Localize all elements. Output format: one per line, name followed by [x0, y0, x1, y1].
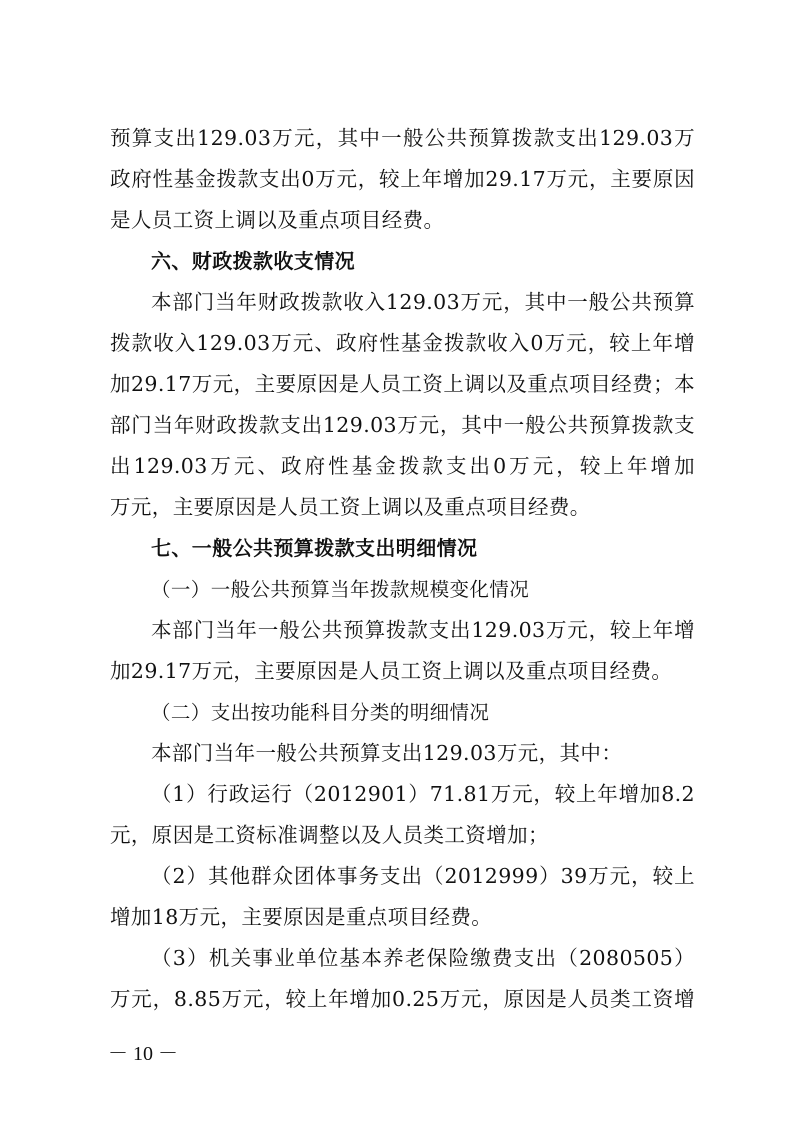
- paragraph-line: 本部门当年一般公共预算拨款支出129.03万元，较上年增: [151, 618, 695, 642]
- list-item-1-line: （1）行政运行（2012901）71.81万元，较上年增加8.2: [151, 782, 695, 806]
- paragraph-line: 部门当年财政拨款支出129.03万元，其中一般公共预算拨款支: [110, 413, 695, 437]
- paragraph-line: 加29.17万元，主要原因是人员工资上调以及重点项目经费。: [110, 659, 673, 683]
- section-heading-7: 七、一般公共预算拨款支出明细情况: [151, 536, 478, 560]
- paragraph-line: 政府性基金拨款支出0万元，较上年增加29.17万元，主要原因: [110, 167, 695, 191]
- paragraph-line: 加29.17万元，主要原因是人员工资上调以及重点项目经费；本: [110, 372, 695, 396]
- section-heading-6: 六、财政拨款收支情况: [151, 249, 355, 273]
- list-item-2-line: 增加18万元，主要原因是重点项目经费。: [110, 905, 493, 929]
- page-number: － 10 －: [108, 1043, 178, 1065]
- list-item-3-line: 万元，8.85万元，较上年增加0.25万元，原因是人员类工资增: [110, 987, 695, 1011]
- document-body: [110, 118, 695, 1020]
- paragraph-line: 本部门当年财政拨款收入129.03万元，其中一般公共预算: [151, 290, 695, 314]
- list-item-3-line: （3）机关事业单位基本养老保险缴费支出（2080505）: [151, 946, 695, 970]
- paragraph-line: 是人员工资上调以及重点项目经费。: [110, 208, 445, 232]
- list-item-1-line: 元，原因是工资标准调整以及人员类工资增加；: [110, 823, 549, 847]
- paragraph-line: 万元，主要原因是人员工资上调以及重点项目经费。: [110, 495, 591, 519]
- paragraph-line: 拨款收入129.03万元、政府性基金拨款收入0万元，较上年增: [110, 331, 695, 355]
- paragraph-line: 预算支出129.03万元，其中一般公共预算拨款支出129.03万: [110, 126, 695, 150]
- list-item-2-line: （2）其他群众团体事务支出（2012999）39万元，较上: [151, 864, 695, 888]
- paragraph-line: 本部门当年一般公共预算支出129.03万元，其中：: [151, 741, 623, 765]
- subsection-heading-1: （一）一般公共预算当年拨款规模变化情况: [151, 578, 530, 601]
- subsection-heading-2: （二）支出按功能科目分类的明细情况: [151, 701, 490, 724]
- paragraph-line: 出129.03万元、政府性基金拨款支出0万元，较上年增加: [110, 454, 695, 478]
